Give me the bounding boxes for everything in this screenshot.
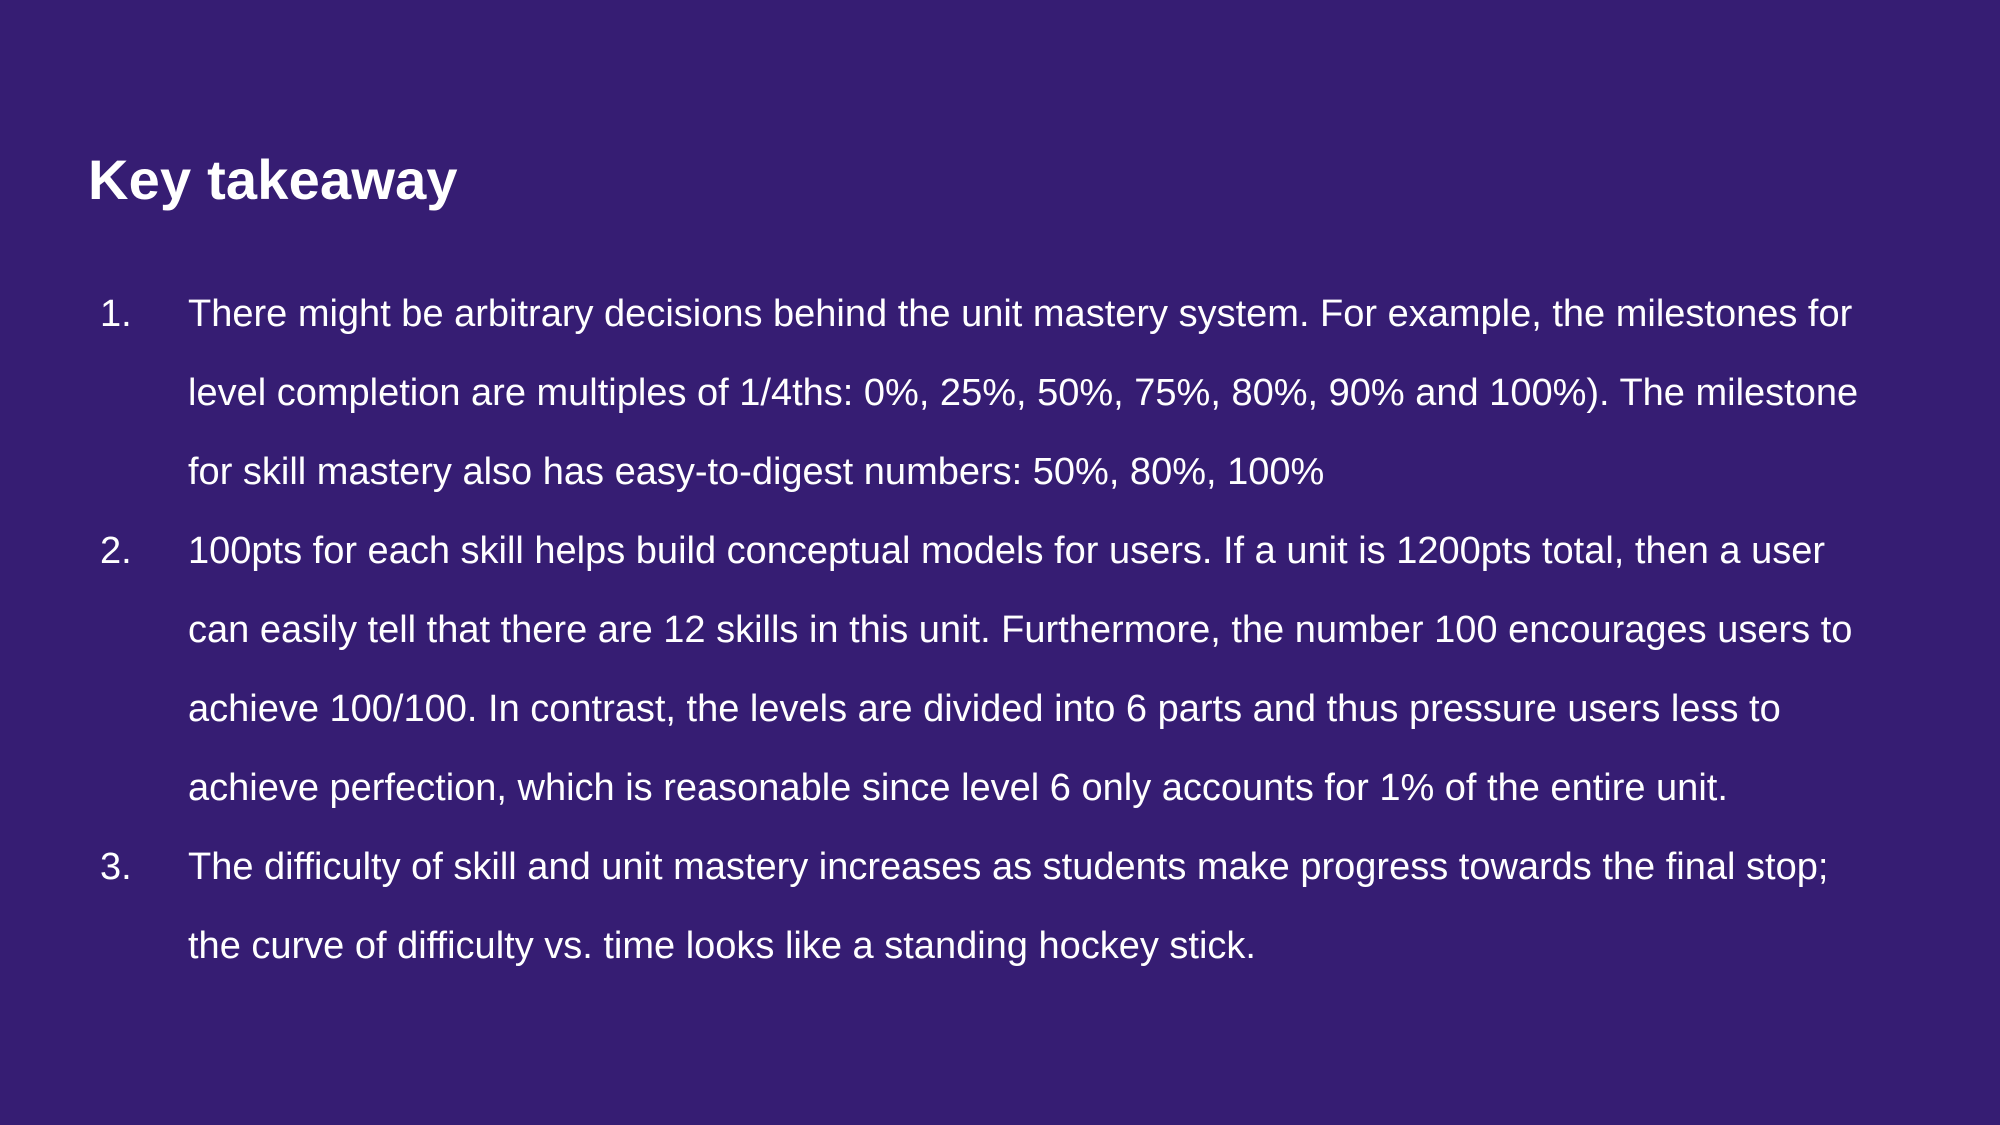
- takeaway-list: [100, 275, 1880, 986]
- list-item: [100, 512, 1880, 828]
- list-item-text: There might be arbitrary decisions behind the unit mastery system. For example, the milestones for level completion are multiples of 1/4ths: 0%, 25%, 50%, 75%, 80%, 90% and 100%). The milestone for skill mastery also has easy-to-digest numbers: 50%, 80%, 100%: [188, 293, 1859, 493]
- list-item-number: 1.: [100, 293, 132, 335]
- list-item-text: 100pts for each skill helps build conceptual models for users. If a unit is 1200pts total, then a user can easily tell that there are 12 skills in this unit. Furthermore, the number 100 encourages users to achieve 100/100. In contrast, the levels are divided into 6 parts and thus pressure users less to achieve perfection, which is reasonable since level 6 only accounts for 1% of the entire unit.: [188, 530, 1853, 809]
- list-item: [100, 275, 1880, 512]
- list-item-number: 2.: [100, 530, 132, 572]
- list-item-text: The difficulty of skill and unit mastery increases as students make progress towards the final stop; the curve of difficulty vs. time looks like a standing hockey stick.: [188, 846, 1829, 967]
- list-item: [100, 828, 1880, 986]
- slide-title: Key takeaway: [88, 148, 458, 211]
- list-item-number: 3.: [100, 846, 132, 888]
